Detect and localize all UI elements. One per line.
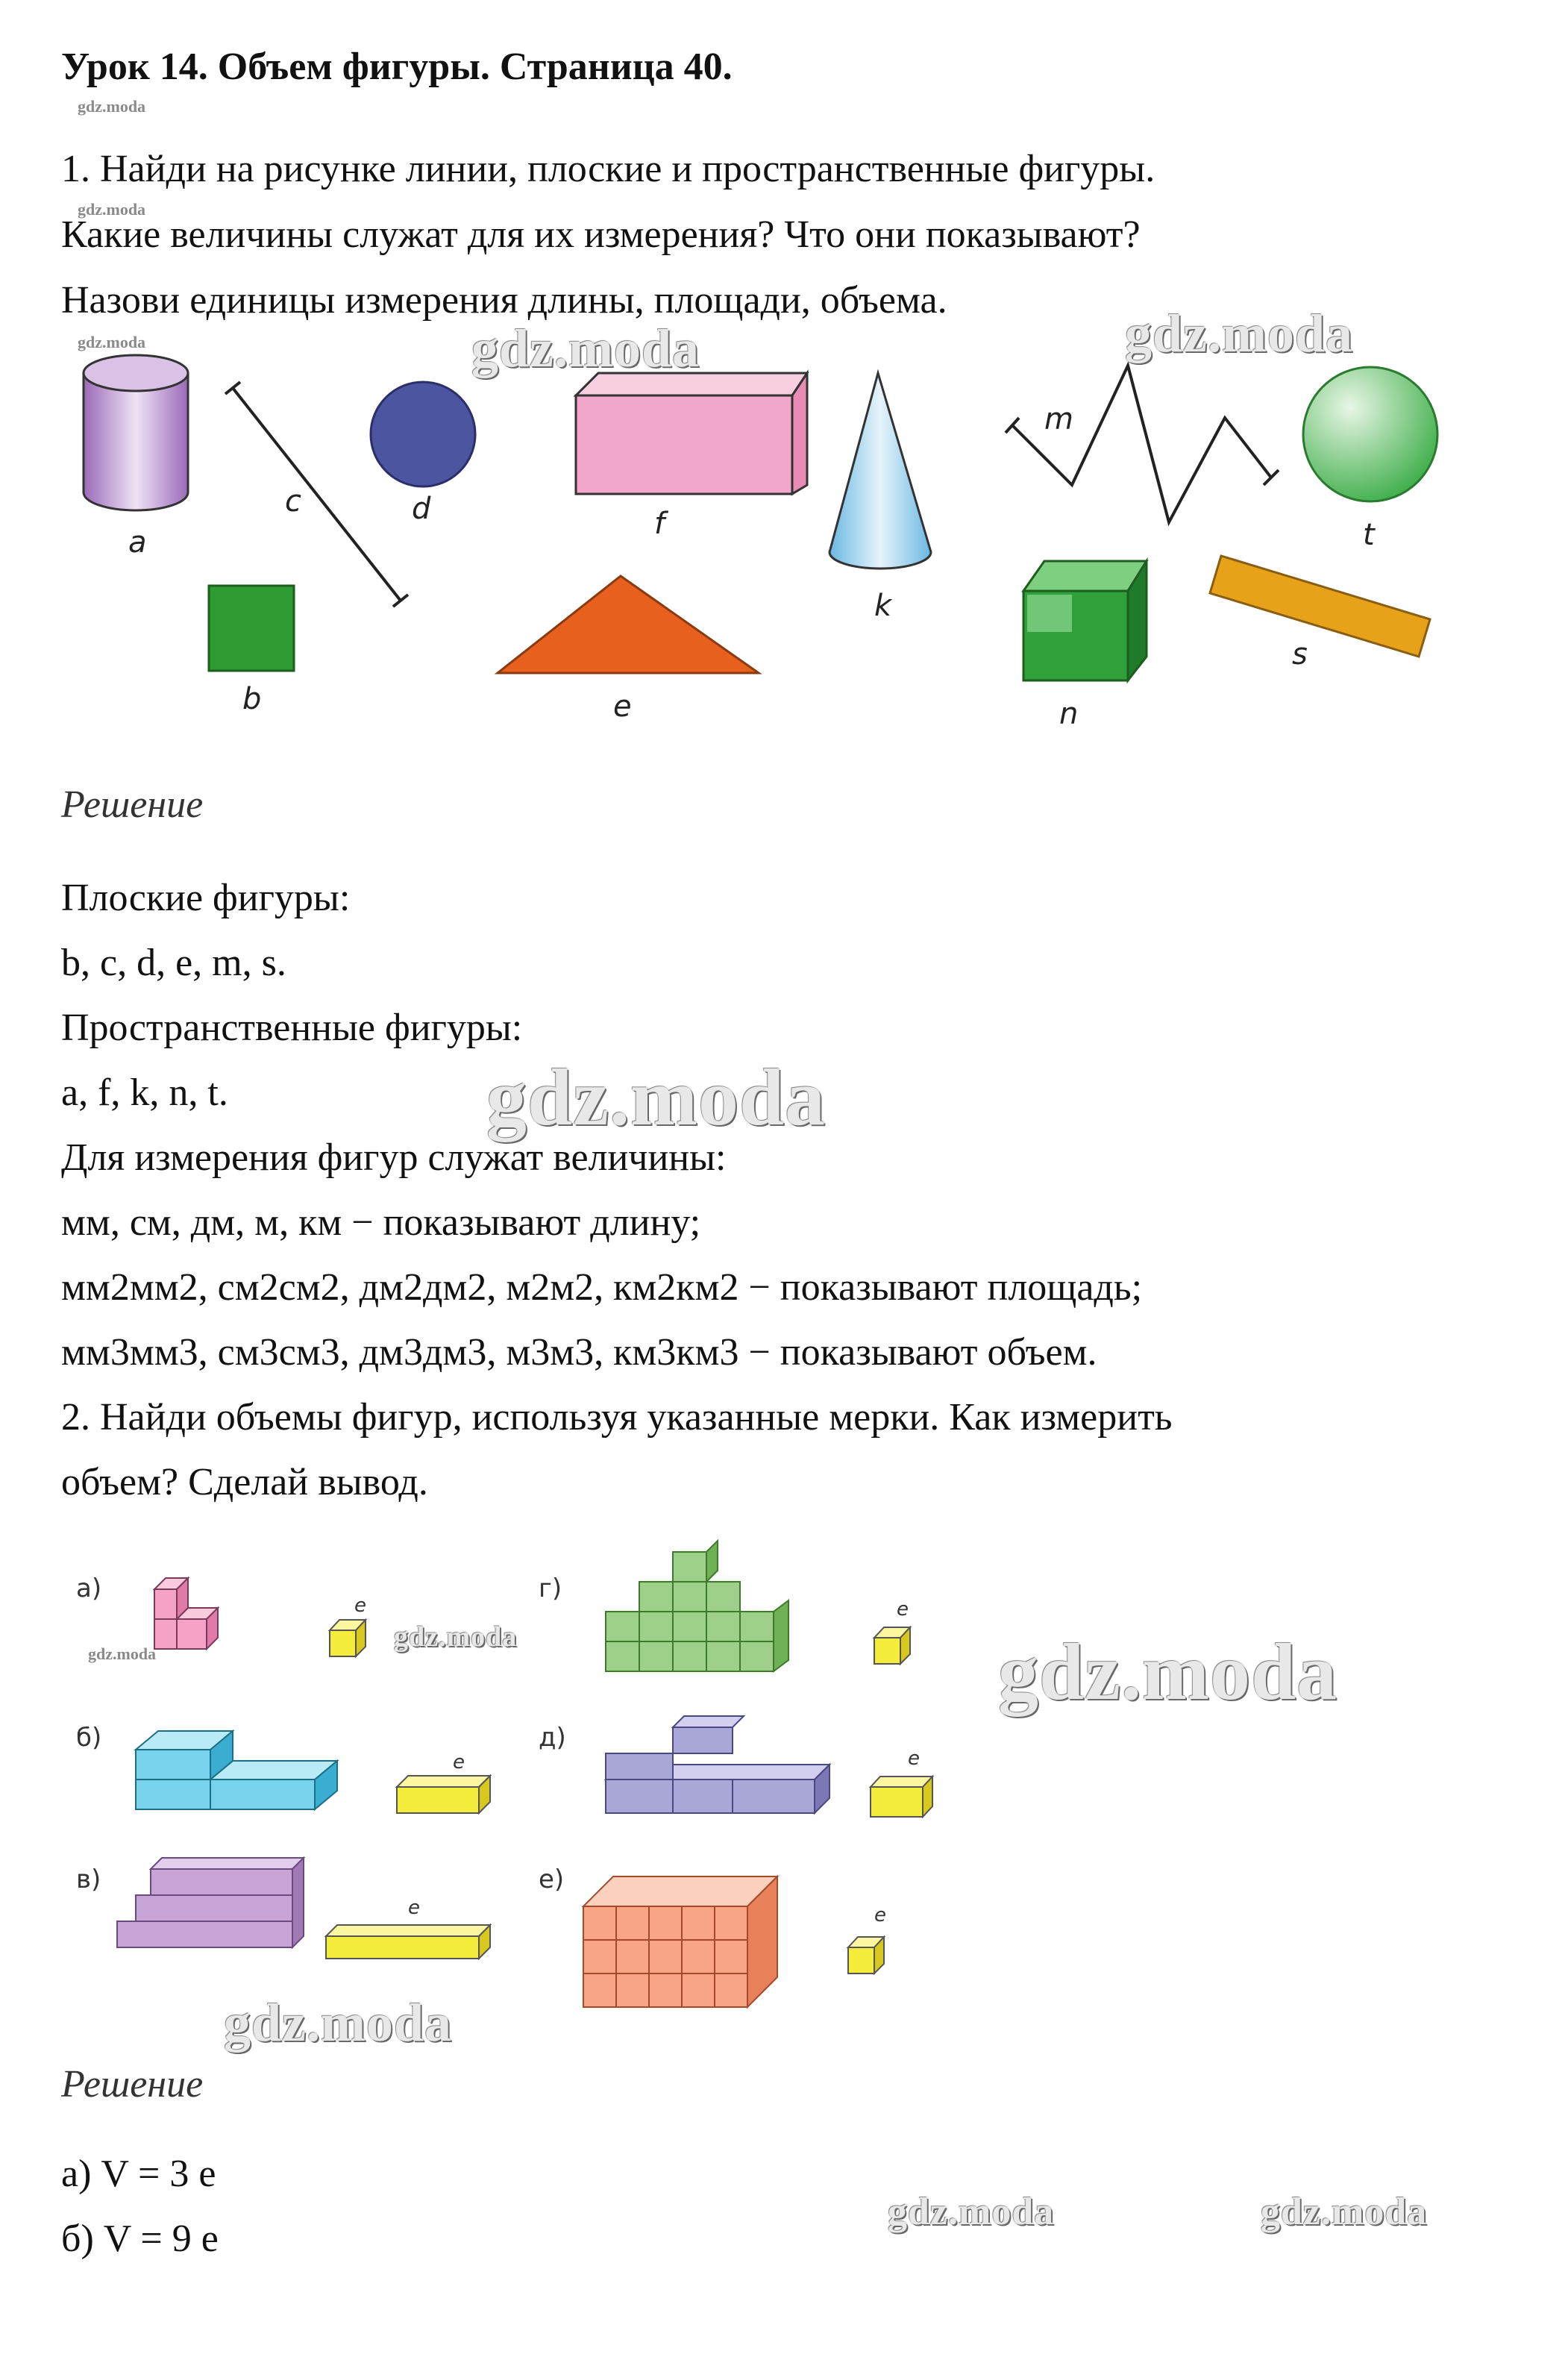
panel-label-b: б) — [76, 1723, 102, 1753]
label-k: k — [874, 589, 892, 623]
page-title: Урок 14. Объем фигуры. Страница 40. — [61, 46, 733, 88]
bar-s — [1210, 556, 1430, 657]
panel-e-blocks — [583, 1876, 777, 2007]
watermark: gdz.moda — [888, 2191, 1055, 2233]
polyline-m — [1006, 366, 1279, 522]
answer-b: б) V = 9 е — [61, 2217, 219, 2260]
watermark: gdz.moda — [471, 319, 700, 378]
blocks-figure — [61, 1526, 986, 2018]
label-n: n — [1059, 697, 1079, 731]
panel-v-measure — [326, 1925, 490, 1959]
label-t: t — [1363, 518, 1375, 552]
solution1-line-4: a, f, k, n, t. — [61, 1071, 228, 1114]
solution1-line-5: Для измерения фигур служат величины: — [61, 1136, 727, 1179]
panel-g-blocks — [606, 1541, 788, 1671]
task1-line-2: Какие величины служат для их измерения? Что они показывают? — [61, 213, 1141, 256]
panel-a-measure — [330, 1620, 366, 1656]
watermark-small: gdz.moda — [88, 1644, 157, 1663]
cylinder-a — [84, 355, 188, 510]
panel-a-blocks — [154, 1578, 218, 1649]
watermark-small: gdz.moda — [78, 97, 146, 116]
measure-label-d: е — [908, 1747, 920, 1770]
solution1-line-3: Пространственные фигуры: — [61, 1007, 523, 1049]
panel-label-d: д) — [539, 1723, 566, 1753]
measure-label-a: е — [354, 1594, 366, 1617]
shapes-figure — [61, 328, 1456, 746]
cube-n — [1023, 561, 1147, 680]
circle-d — [371, 382, 475, 486]
panel-v-blocks — [117, 1858, 304, 1947]
measure-label-v: е — [408, 1897, 420, 1919]
measure-label-e: е — [874, 1904, 886, 1926]
measure-label-g: е — [897, 1598, 909, 1621]
panel-d-measure — [871, 1777, 932, 1817]
watermark-small: gdz.moda — [78, 200, 146, 219]
watermark: gdz.moda — [486, 1054, 827, 1142]
label-s: s — [1292, 637, 1308, 672]
box-f — [576, 373, 807, 494]
task1-line-3: Назови единицы измерения длины, площади, объема. — [61, 279, 947, 322]
watermark: gdz.moda — [394, 1621, 518, 1653]
label-b: b — [242, 682, 262, 716]
panel-b-blocks — [136, 1731, 337, 1809]
panel-g-measure — [874, 1627, 910, 1664]
panel-e-measure — [848, 1937, 884, 1973]
watermark: gdz.moda — [1125, 304, 1354, 363]
watermark: gdz.moda — [224, 1993, 453, 2053]
label-a: a — [128, 525, 147, 560]
square-b — [209, 586, 294, 671]
solution1-line-8: мм3мм3, см3см3, дм3дм3, м3м3, км3км3 − показывают объем. — [61, 1331, 1097, 1374]
panel-label-a: а) — [76, 1574, 102, 1603]
panel-d-blocks — [606, 1716, 830, 1813]
label-d: d — [412, 492, 431, 526]
triangle-e — [498, 576, 759, 673]
measure-label-b: е — [453, 1751, 465, 1774]
task2-line-2: объем? Сделай вывод. — [61, 1461, 428, 1503]
task1-line-1: 1. Найди на рисунке линии, плоские и пространственные фигуры. — [61, 148, 1155, 190]
task2-line-1: 2. Найди объемы фигур, используя указанные мерки. Как измерить — [61, 1396, 1173, 1439]
solution1-line-1: Плоские фигуры: — [61, 877, 351, 919]
panel-b-measure — [397, 1776, 490, 1813]
panel-label-e: е) — [539, 1865, 565, 1894]
panel-label-v: в) — [76, 1865, 101, 1894]
solution2-label: Решение — [61, 2063, 204, 2106]
solution1-line-2: b, c, d, e, m, s. — [61, 942, 286, 984]
cone-k — [830, 373, 931, 569]
solution1-line-7: мм2мм2, см2см2, дм2дм2, м2м2, км2км2 − показывают площадь; — [61, 1266, 1143, 1309]
solution1-line-6: мм, см, дм, м, км − показывают длину; — [61, 1201, 701, 1244]
watermark-small: gdz.moda — [78, 333, 146, 351]
label-c: c — [285, 484, 301, 519]
label-e: e — [613, 689, 632, 724]
panel-label-g: г) — [539, 1574, 562, 1603]
sphere-t — [1303, 367, 1437, 501]
solution-label: Решение — [61, 783, 204, 826]
answer-a: а) V = 3 е — [61, 2153, 216, 2195]
watermark: gdz.moda — [1261, 2191, 1428, 2233]
label-m: m — [1044, 402, 1073, 436]
label-f: f — [654, 507, 665, 541]
watermark: gdz.moda — [998, 1628, 1338, 1717]
